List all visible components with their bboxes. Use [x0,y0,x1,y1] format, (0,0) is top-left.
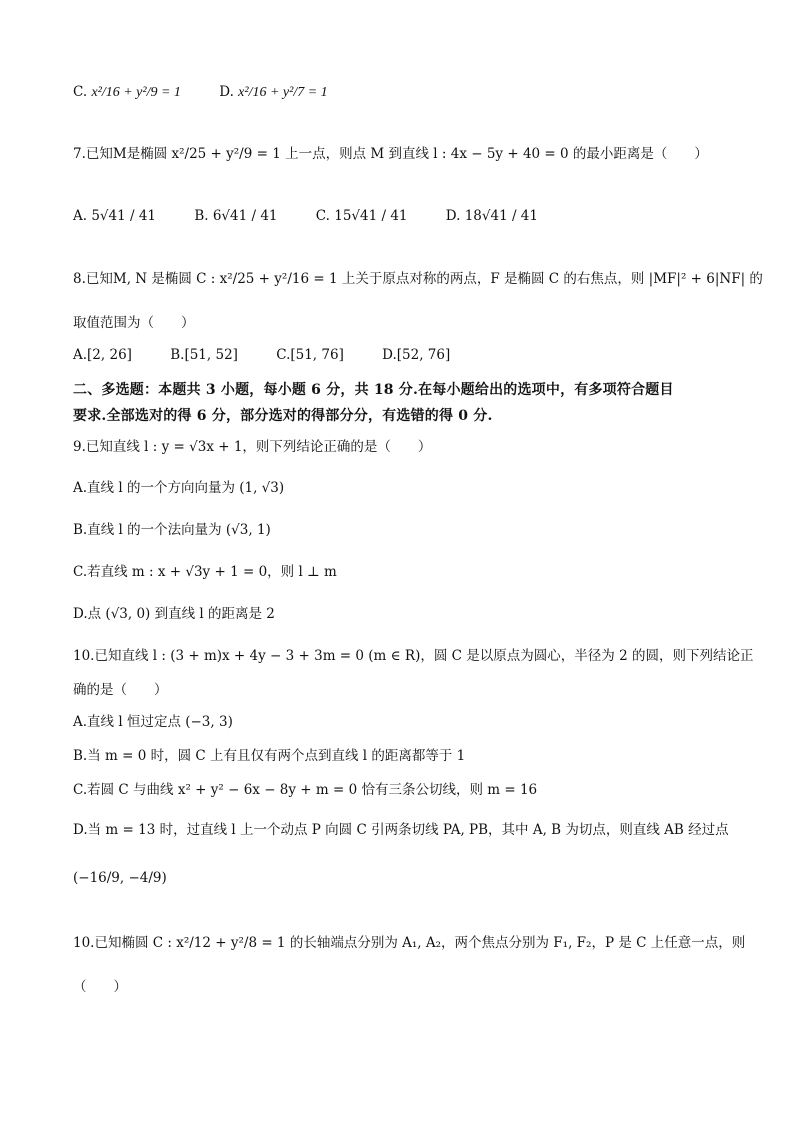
q8-option-b: B.[51, 52] [170,347,238,363]
q10-option-d: D.当 m = 13 时，过直线 l 上一个动点 P 向圆 C 引两条切线 PA, PB，其中 A, B 为切点，则直线 AB 经过点 [73,822,729,838]
section2-heading-line1: 二、多选题：本题共 3 小题，每小题 6 分，共 18 分.在每小题给出的选项中，有多项符合题目 [73,382,674,398]
q9-option-c: C.若直线 m : x + √3y + 1 = 0，则 l ⊥ m [73,564,337,580]
q10-option-d-point: (−16/9, −4/9) [73,870,167,886]
q8-option-a: A.[2, 26] [73,347,132,363]
q7-option-a: A. 5√41 / 41 [73,208,157,224]
q9-option-b: B.直线 l 的一个法向量为 (√3, 1) [73,522,271,538]
q7-stem: 7.已知M是椭圆 x²/25 + y²/9 = 1 上一点，则点 M 到直线 l : 4x − 5y + 40 = 0 的最小距离是（ ） [73,146,708,162]
q6-options [73,82,328,103]
q7-option-d: D. 18√41 / 41 [445,208,538,224]
q10-stem-cont: 确的是（ ） [73,682,168,698]
q10-stem: 10.已知直线 l : (3 + m)x + 4y − 3 + 3m = 0 (m ∈ R)，圆 C 是以原点为圆心，半径为 2 的圆，则下列结论正 [73,648,754,664]
q6-option-d: D. x²/16 + y²/7 = 1 [219,84,328,100]
q10-option-c: C.若圆 C 与曲线 x² + y² − 6x − 8y + m = 0 恰有三条公切线，则 m = 16 [73,782,538,798]
q10-option-a: A.直线 l 恒过定点 (−3, 3) [73,714,233,730]
q8-stem-cont: 取值范围为（ ） [73,315,195,331]
q8-stem: 8.已知M, N 是椭圆 C : x²/25 + y²/16 = 1 上关于原点对称的两点，F 是椭圆 C 的右焦点，则 |MF|² + 6|NF| 的 [73,271,763,287]
q7-option-c: C. 15√41 / 41 [315,208,408,224]
q8-option-d: D.[52, 76] [382,347,451,363]
q11-stem: 10.已知椭圆 C : x²/12 + y²/8 = 1 的长轴端点分别为 A₁, A₂，两个焦点分别为 F₁, F₂，P 是 C 上任意一点，则 [73,935,746,951]
q8-options [73,345,450,365]
q10-option-b: B.当 m = 0 时，圆 C 上有且仅有两个点到直线 l 的距离都等于 1 [73,748,466,764]
q9-option-d: D.点 (√3, 0) 到直线 l 的距离是 2 [73,606,275,622]
q7-option-b: B. 6√41 / 41 [194,208,278,224]
q9-option-a: A.直线 l 的一个方向向量为 (1, √3) [73,480,285,496]
q6-option-c: C. x²/16 + y²/9 = 1 [73,84,181,100]
q9-stem: 9.已知直线 l : y = √3x + 1，则下列结论正确的是（ ） [73,439,432,455]
q8-option-c: C.[51, 76] [276,347,344,363]
section2-heading-line2: 要求.全部选对的得 6 分，部分选对的得部分分，有选错的得 0 分. [73,408,493,424]
q11-stem-cont: （ ） [73,979,127,995]
q7-options [73,206,538,226]
